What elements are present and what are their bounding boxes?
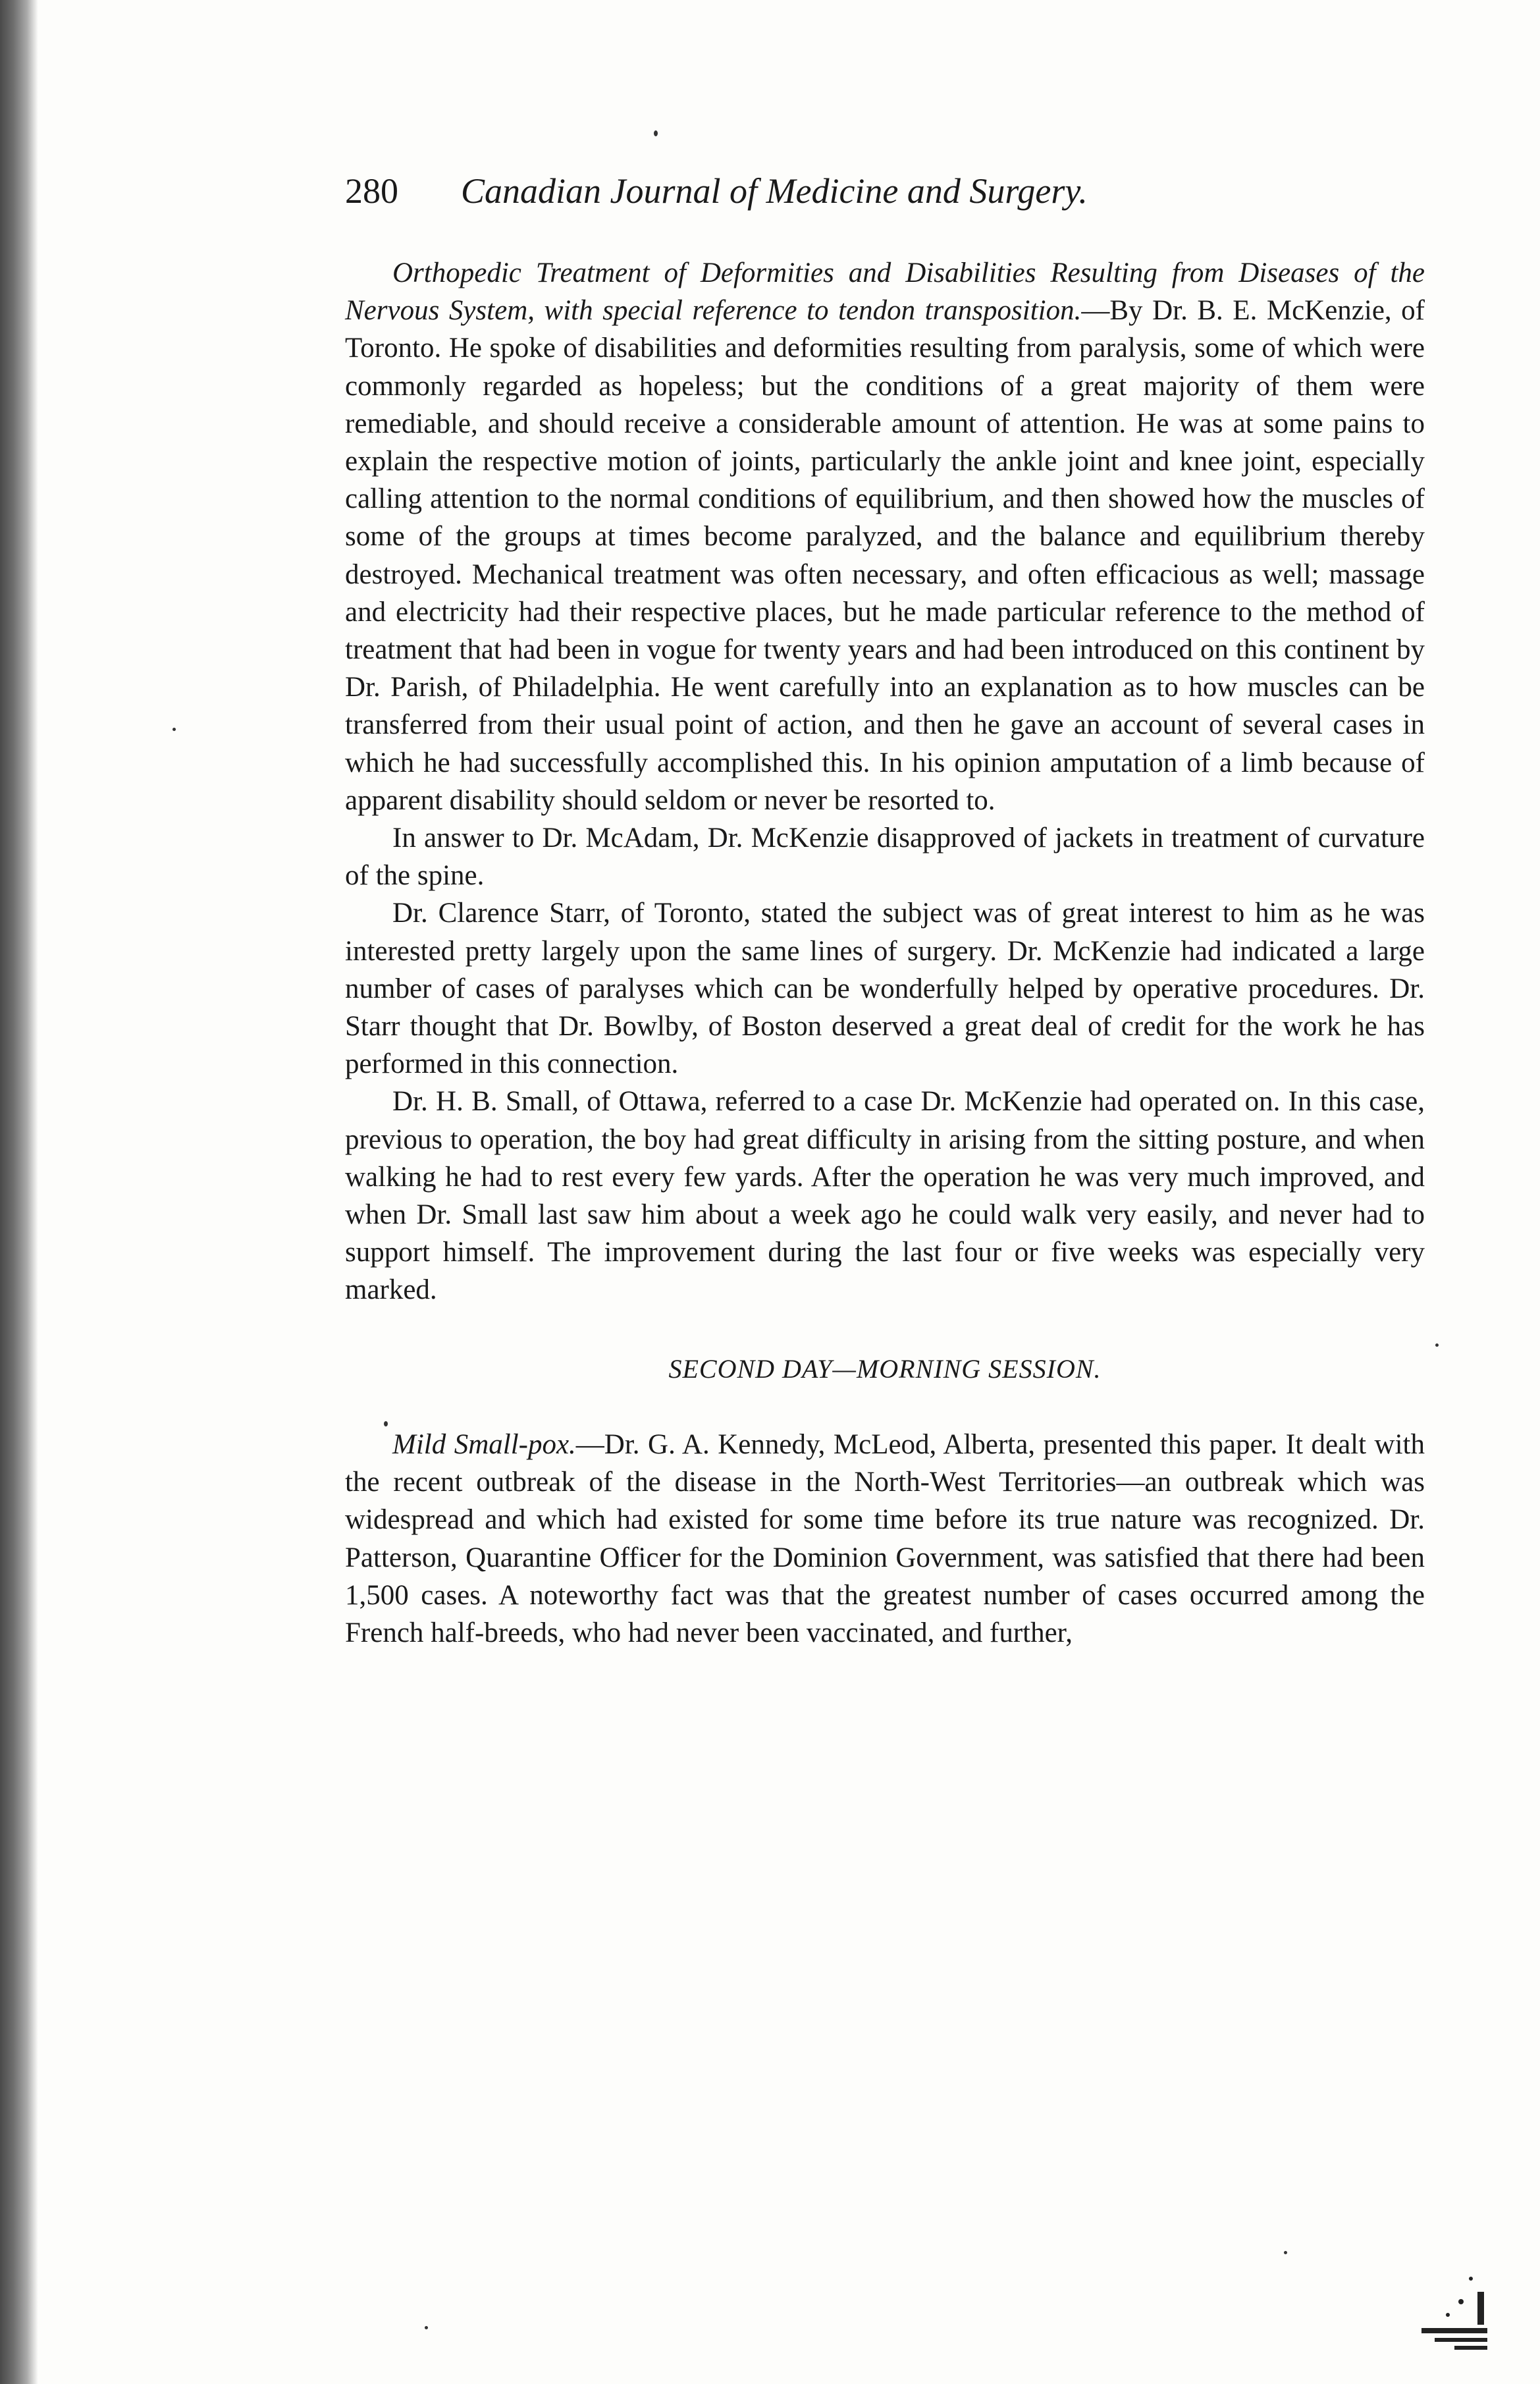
article-orthopedic-title: Orthopedic Treatment of Deformities and Disabilities Resulting from Diseases of the Nervous System, with special reference to tendon transposition. (345, 257, 1425, 327)
article-orthopedic-paragraph (345, 254, 1425, 819)
article-orthopedic-body: He spoke of disabilities and deformities resulting from paralysis, some of which were commonly regarded as hopeless; but the conditions of a great majority of them were remediable, and should receive a considerable amount of attention. He was at some pains to explain the respective motion of joints, particularly the ankle joint and knee joint, especially calling attention to the normal conditions of equilibrium, and then showed how the muscles of some of the groups at times become paralyzed, and the balance and equilibrium thereby destroyed. Mechanical treatment was often necessary, and often efficacious as well; massage and electricity had their respective places, but he made particular reference to the method of treatment that had been in vogue for twenty years and had been introduced on this continent by Dr. Parish, of Philadelphia. He went carefully into an explanation as to how muscles can be transferred from their usual point of action, and then he gave an account of several cases in which he had successfully accomplished this. In his opinion amputation of a limb because of apparent disability should seldom or never be resorted to. (345, 333, 1425, 816)
scan-speck (384, 1421, 388, 1426)
article-orthopedic-byline: —By Dr. B. E. McKenzie, of Toronto. (345, 295, 1425, 364)
text-column (345, 254, 1425, 1652)
scan-speck (1435, 1343, 1439, 1347)
paragraph-starr-discussion: Dr. Clarence Starr, of Toronto, stated the subject was of great interest to him as he was interested pretty largely upon the same lines of surgery. Dr. McKenzie had indicated a large number of cases of paralyses which can be wonderfully helped by operative procedures. Dr. Starr thought that Dr. Bowlby, of Boston deserved a great deal of credit for the work he has performed in this connection. (345, 898, 1425, 1080)
scan-speck (654, 130, 658, 136)
scan-speck (425, 2326, 428, 2329)
page-binding-shadow (0, 0, 38, 2384)
scan-speck (1284, 2251, 1287, 2254)
article-smallpox-title: Mild Small-pox. (392, 1428, 576, 1460)
scan-corner-mark (1408, 2265, 1494, 2358)
paragraph-small-discussion: Dr. H. B. Small, of Ottawa, referred to a case Dr. McKenzie had operated on. In this case, previous to operation, the boy had great difficulty in arising from the sitting posture, and when walking he had to rest every few yards. After the operation he was very much improved, and when Dr. Small last saw him about a week ago he could walk very easily, and never had to support himself. The improvement during the last four or five weeks was especially very marked. (345, 1086, 1425, 1306)
article-smallpox-body: —Dr. G. A. Kennedy, McLeod, Alberta, presented this paper. It dealt with the recent outbreak of the disease in the North-West Territories—an outbreak which was widespread and which had existed for some time before its true nature was recognized. Dr. Patterson, Quarantine Officer for the Dominion Government, was satisfied that there had been 1,500 cases. A noteworthy fact was that the greatest number of cases occurred among the French half-breeds, who had never been vaccinated, and further, (345, 1428, 1425, 1648)
article-smallpox-paragraph (345, 1426, 1425, 1652)
page-number: 280 (345, 171, 398, 211)
section-heading: SECOND DAY—MORNING SESSION. (668, 1353, 1102, 1384)
scan-speck (173, 728, 176, 731)
paragraph-mcadam-answer: In answer to Dr. McAdam, Dr. McKenzie disapproved of jackets in treatment of curvature of the spine. (345, 823, 1425, 892)
running-head (345, 170, 1425, 212)
journal-title: Canadian Journal of Medicine and Surgery. (461, 171, 1088, 211)
